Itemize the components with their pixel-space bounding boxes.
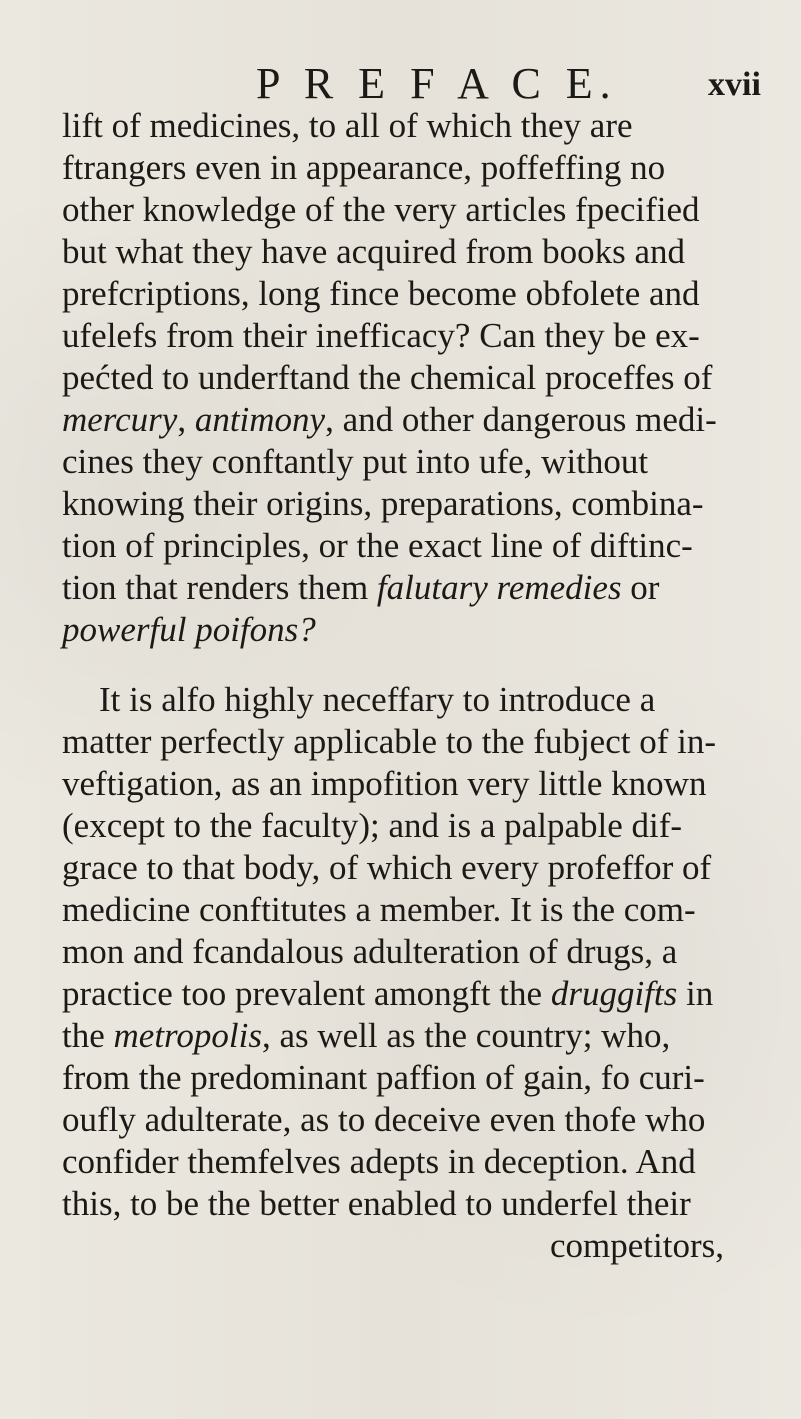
italic-text-segment: druggifts: [550, 974, 678, 1013]
text-segment: tion that renders them: [62, 568, 377, 607]
text-line: grace to that body, of which every profeffor of: [62, 848, 712, 887]
text-line: [62, 610, 316, 650]
text-line: (except to the faculty); and is a palpable dif-: [62, 806, 683, 845]
page-number: xvii: [708, 66, 761, 103]
text-line: knowing their origins, preparations, combina-: [62, 484, 704, 523]
text-line: lift of medicines, to all of which they are: [62, 106, 633, 145]
text-line: pećted to underftand the chemical proceffes of: [62, 358, 713, 397]
text-line: but what they have acquired from books and: [62, 232, 686, 271]
text-line: cines they conftantly put into ufe, without: [62, 442, 649, 481]
text-segment: ,: [177, 400, 195, 439]
italic-text-segment: powerful poifons?: [62, 610, 316, 649]
text-segment: in: [677, 974, 714, 1013]
text-line: prefcriptions, long fince become obfolete and: [62, 274, 700, 313]
running-head: [0, 58, 801, 110]
text-line: other knowledge of the very articles fpecified: [62, 190, 700, 229]
text-line: ufelefs from their inefficacy? Can they be ex-: [62, 316, 700, 355]
italic-text-segment: mercury: [62, 400, 178, 439]
text-line: medicine conftitutes a member. It is the com-: [62, 890, 696, 929]
text-line: mon and fcandalous adulteration of drugs, a: [62, 932, 678, 971]
text-line: veftigation, as an impofition very little known: [62, 764, 707, 803]
text-line: It is alfo highly neceffary to introduce a: [99, 680, 656, 719]
text-segment: the: [62, 1016, 114, 1055]
text-segment: practice too prevalent amongft the: [62, 974, 551, 1013]
italic-text-segment: metropolis: [113, 1016, 262, 1055]
text-line: tion of principles, or the exact line of diftinc-: [62, 526, 693, 565]
text-line: [62, 400, 717, 440]
text-segment: or: [621, 568, 660, 607]
text-segment: , as well as the country; who,: [261, 1016, 671, 1055]
text-line: [62, 974, 713, 1014]
text-segment: , and other dangerous medi-: [325, 400, 717, 439]
text-line: matter perfectly applicable to the fubject of in-: [62, 722, 717, 761]
text-line: this, to be the better enabled to underfel their: [62, 1184, 691, 1223]
text-line: from the predominant paffion of gain, fo curi-: [62, 1058, 705, 1097]
running-head-title: P R E F A C E.: [256, 59, 618, 108]
text-line: [62, 568, 659, 608]
text-line: competitors,: [550, 1226, 724, 1265]
italic-text-segment: antimony: [194, 400, 326, 439]
text-line: ftrangers even in appearance, poffeffing no: [62, 148, 666, 187]
text-line: confider themfelves adepts in deception. And: [62, 1142, 696, 1181]
text-line: [62, 1016, 670, 1056]
italic-text-segment: falutary remedies: [376, 568, 622, 607]
text-line: oufly adulterate, as to deceive even thofe who: [62, 1100, 706, 1139]
